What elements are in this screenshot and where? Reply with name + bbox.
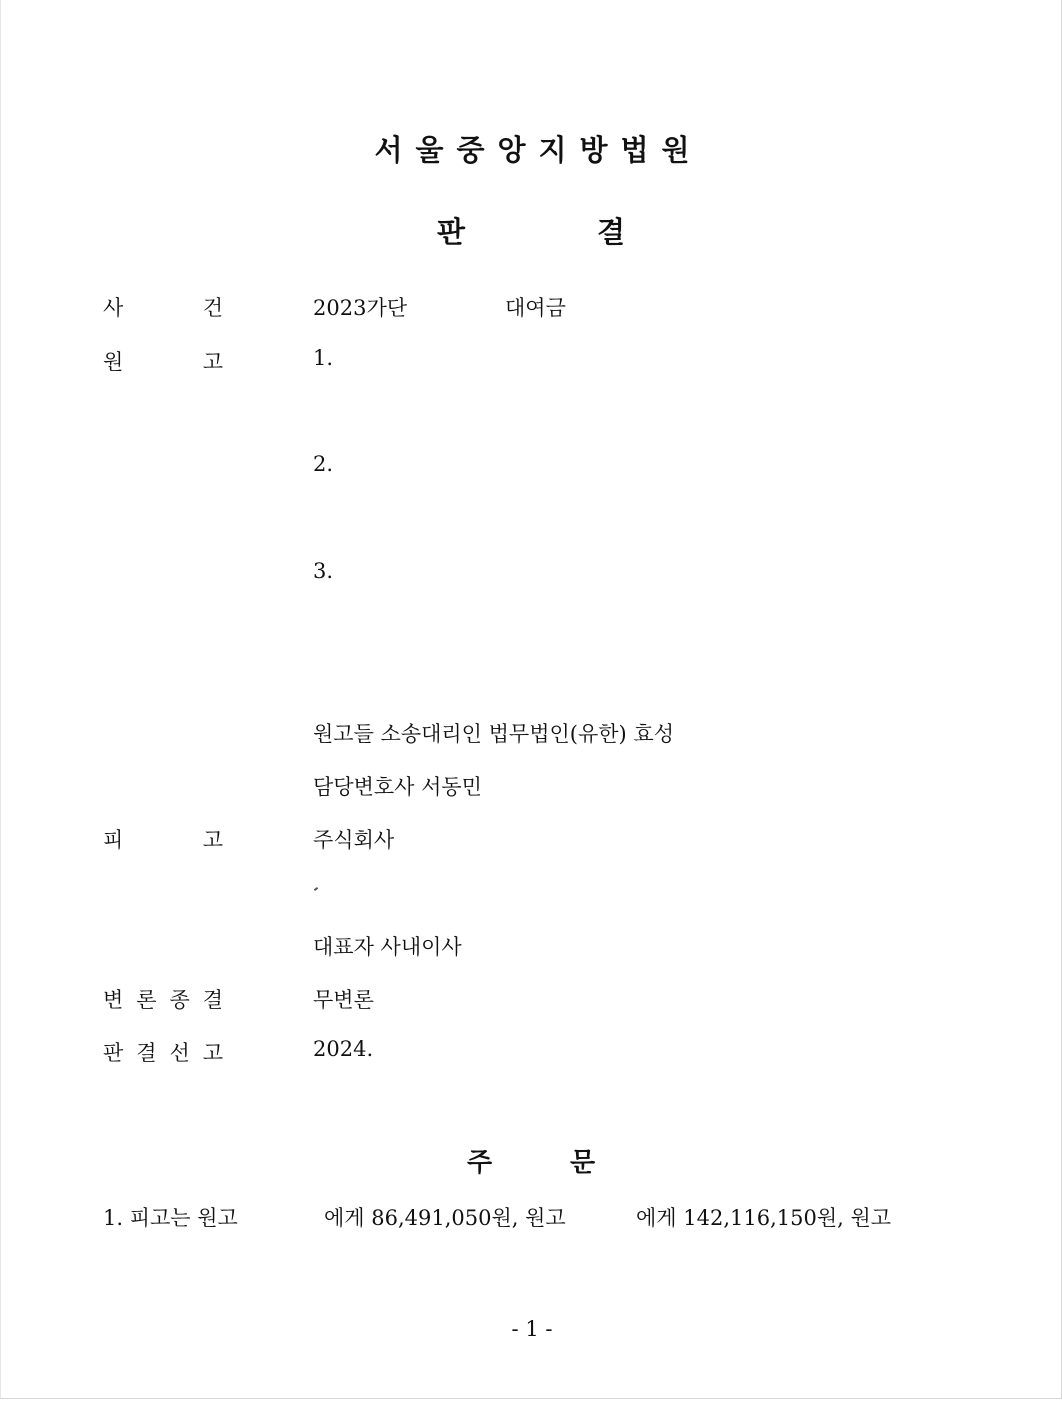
order-line-part-1: 1. 피고는 원고 xyxy=(103,1206,238,1230)
plaintiff-item-3: 3. xyxy=(313,559,334,583)
order-line-part-2: 에게 86,491,050원, 원고 xyxy=(324,1206,566,1230)
defendant-label-char: 고 xyxy=(202,828,223,852)
plaintiff-counsel: 원고들 소송대리인 법무법인(유한) 효성 xyxy=(313,722,674,746)
judgment-date-value: 2024. xyxy=(313,1037,374,1061)
plaintiff-item-2: 2. xyxy=(313,452,334,476)
plaintiff-label-char: 원 xyxy=(103,350,124,374)
judgment-label-char: 판 xyxy=(103,1041,124,1065)
order-title-char-2: 문 xyxy=(570,1148,596,1178)
case-number: 2023가단 xyxy=(313,296,408,320)
closing-label-char: 종 xyxy=(169,988,190,1012)
judgment-label-char: 고 xyxy=(202,1041,223,1065)
document-title-char-2: 결 xyxy=(597,215,626,249)
judgment-label-char: 결 xyxy=(136,1041,157,1065)
defendant-name: 주식회사 xyxy=(313,828,395,852)
judgment-date-label xyxy=(103,1037,223,1067)
case-label-char: 사 xyxy=(103,296,124,320)
court-name: 서울중앙지방법원 xyxy=(374,133,703,167)
order-title-char-1: 주 xyxy=(467,1148,493,1178)
closing-argument-label xyxy=(103,984,223,1014)
defendant-label-char: 피 xyxy=(103,828,124,852)
closing-argument-value: 무변론 xyxy=(313,988,374,1012)
plaintiff-label xyxy=(103,346,223,376)
defendant-label xyxy=(103,824,223,854)
case-label xyxy=(103,292,223,322)
plaintiff-label-char: 고 xyxy=(202,350,223,374)
case-name: 대여금 xyxy=(505,296,566,320)
case-label-char: 건 xyxy=(202,296,223,320)
order-line-part-3: 에게 142,116,150원, 원고 xyxy=(636,1206,892,1230)
page-number: - 1 - xyxy=(511,1317,553,1341)
closing-label-char: 론 xyxy=(136,988,157,1012)
plaintiff-attorney: 담당변호사 서동민 xyxy=(313,775,482,799)
plaintiff-item-1: 1. xyxy=(313,346,334,370)
judgment-label-char: 선 xyxy=(169,1041,190,1065)
document-title-char-1: 판 xyxy=(437,215,466,249)
closing-label-char: 변 xyxy=(103,988,124,1012)
redaction-mark xyxy=(314,887,318,891)
defendant-representative: 대표자 사내이사 xyxy=(313,935,462,959)
closing-label-char: 결 xyxy=(202,988,223,1012)
